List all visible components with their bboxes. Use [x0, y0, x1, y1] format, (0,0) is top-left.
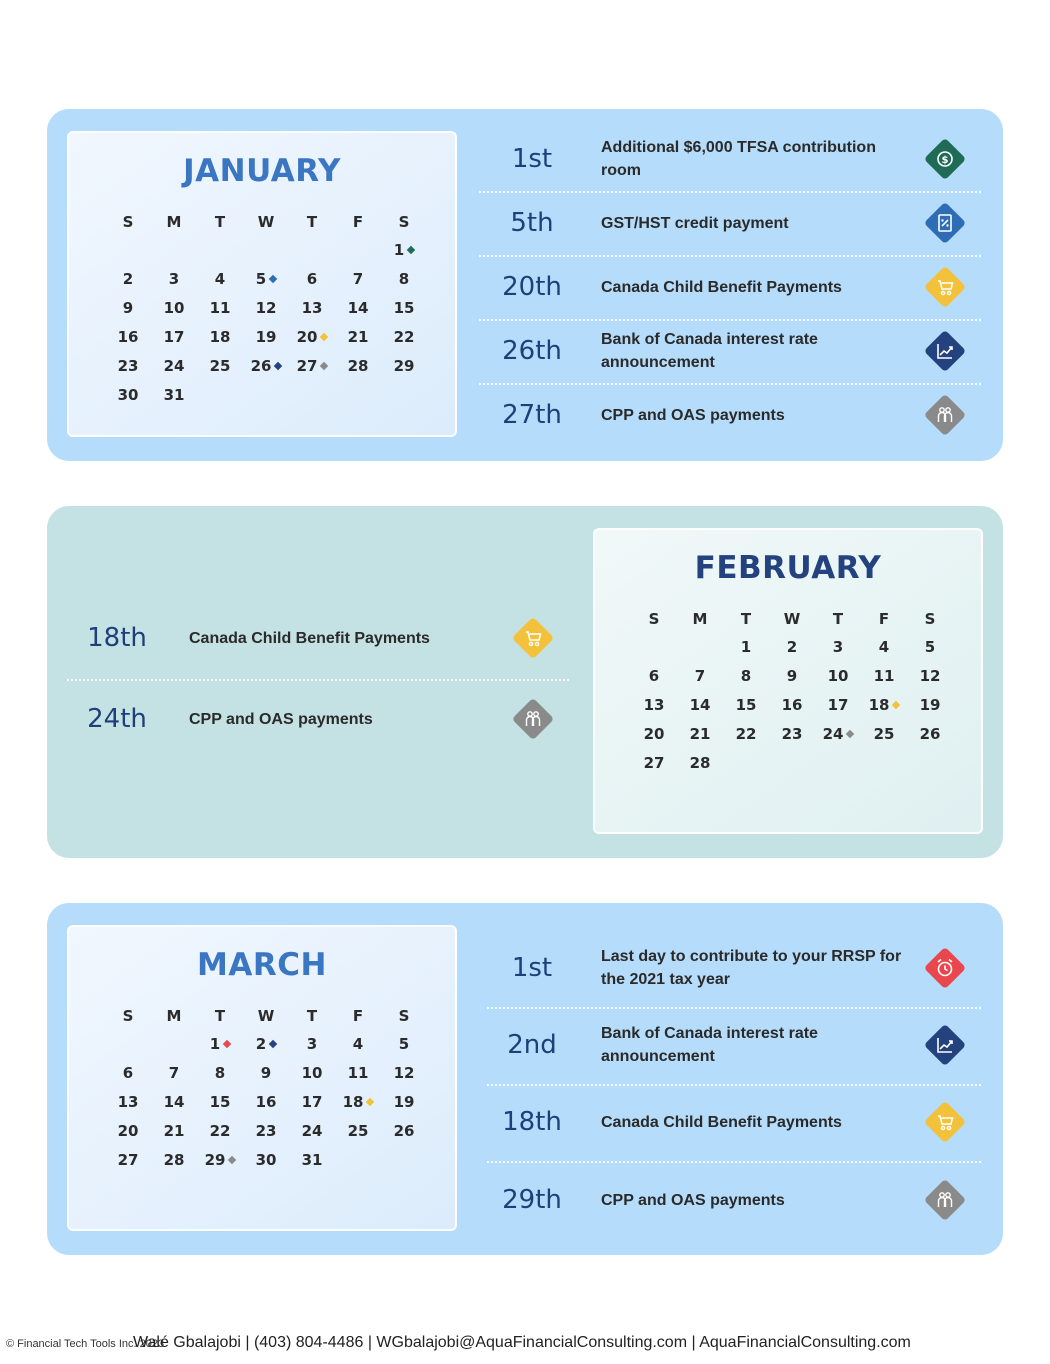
day-number: 20 — [296, 328, 318, 346]
calendar-week-row — [631, 754, 951, 783]
calendar-day: 23 — [117, 357, 139, 375]
calendar-day: 4 — [878, 638, 890, 656]
event-date: 20th — [502, 272, 562, 302]
calendar-day: 21 — [163, 1122, 185, 1140]
weekday-header: M — [692, 610, 708, 628]
calendar-day: 27 — [117, 1151, 139, 1169]
calendar-day: 17 — [827, 696, 849, 714]
event-item — [47, 1168, 1003, 1232]
event-date: 24th — [87, 704, 147, 734]
event-description: Bank of Canada interest rate announcement — [601, 1025, 818, 1065]
event-description: Canada Child Benefit Payments — [601, 278, 842, 296]
event-divider — [487, 1084, 981, 1086]
weekday-header: M — [166, 213, 182, 231]
event-date: 1st — [511, 953, 553, 983]
february-calendar — [593, 528, 983, 834]
calendar-day: 11 — [873, 667, 895, 685]
weekday-header: S — [398, 213, 410, 231]
calendar-day: 11 — [347, 1064, 369, 1082]
calendar-day: 6 — [122, 1064, 134, 1082]
event-marker-icon — [228, 1156, 236, 1164]
stroller-icon — [512, 617, 554, 659]
stroller-icon — [924, 1101, 966, 1143]
elderly-couple-icon — [924, 394, 966, 436]
calendar-day: 28 — [689, 754, 711, 772]
calendar-day: 5 — [398, 1035, 410, 1053]
calendar-day: 29 — [393, 357, 415, 375]
calendar-day: 26 — [393, 1122, 415, 1140]
calendar-day: 30 — [117, 386, 139, 404]
day-number: 1 — [209, 1035, 221, 1053]
elderly-couple-icon — [512, 698, 554, 740]
calendar-day: 15 — [393, 299, 415, 317]
calendar-day: 31 — [163, 386, 185, 404]
footer — [0, 1332, 1050, 1356]
calendar-day: 8 — [214, 1064, 226, 1082]
calendar-day: 26 — [919, 725, 941, 743]
calendar-day: 30 — [255, 1151, 277, 1169]
calendar-day: 3 — [306, 1035, 318, 1053]
weekday-header: W — [257, 1007, 275, 1025]
calendar-day: 12 — [255, 299, 277, 317]
calendar-day: 7 — [352, 270, 364, 288]
event-item — [47, 687, 1003, 751]
calendar-day: 6 — [306, 270, 318, 288]
calendar-day: 3 — [832, 638, 844, 656]
event-item — [47, 319, 1003, 383]
calendar-day: 28 — [347, 357, 369, 375]
calendar-day: 10 — [163, 299, 185, 317]
calendar-day: 6 — [648, 667, 660, 685]
calendar-day: 14 — [689, 696, 711, 714]
calendar-day: 17 — [163, 328, 185, 346]
january-panel — [47, 109, 1003, 461]
day-number: 5 — [255, 270, 267, 288]
calendar-day: 5 — [924, 638, 936, 656]
event-divider — [487, 1007, 981, 1009]
calendar-day: 13 — [117, 1093, 139, 1111]
day-number: 27 — [296, 357, 318, 375]
calendar-day: 19 — [393, 1093, 415, 1111]
weekday-header: T — [214, 213, 226, 231]
calendar-day: 8 — [740, 667, 752, 685]
alarm-clock-icon — [924, 947, 966, 989]
calendar-day: 14 — [163, 1093, 185, 1111]
calendar-day: 21 — [347, 328, 369, 346]
calendar-day: 24 — [163, 357, 185, 375]
event-item — [47, 383, 1003, 447]
calendar-day: 31 — [301, 1151, 323, 1169]
month-title: MARCH — [197, 947, 327, 983]
calendar-day: 22 — [735, 725, 757, 743]
event-date: 18th — [87, 623, 147, 653]
calendar-day: 7 — [694, 667, 706, 685]
month-title: JANUARY — [183, 153, 341, 189]
event-divider — [67, 679, 569, 681]
calendar-day: 17 — [301, 1093, 323, 1111]
event-item — [47, 606, 1003, 670]
event-item — [47, 127, 1003, 191]
calendar-day: 25 — [873, 725, 895, 743]
event-item — [47, 1013, 1003, 1077]
stroller-icon — [924, 266, 966, 308]
trend-chart-icon — [924, 330, 966, 372]
calendar-day: 22 — [393, 328, 415, 346]
event-date: 2nd — [507, 1030, 557, 1060]
calendar-day: 23 — [255, 1122, 277, 1140]
calendar-day: 2 — [786, 638, 798, 656]
event-description: Bank of Canada interest rate announcement — [601, 331, 818, 371]
weekday-header: S — [122, 1007, 134, 1025]
calendar-day: 20 — [643, 725, 665, 743]
piggy-bank-icon — [924, 138, 966, 180]
weekday-header: T — [306, 1007, 318, 1025]
copyright-text: © Financial Tech Tools Inc. 2023 — [6, 1338, 165, 1350]
calendar-day: 25 — [209, 357, 231, 375]
weekday-header: S — [122, 213, 134, 231]
weekday-header: T — [832, 610, 844, 628]
event-description: GST/HST credit payment — [601, 214, 789, 232]
event-date: 26th — [502, 336, 562, 366]
calendar-day: 13 — [301, 299, 323, 317]
month-title: FEBRUARY — [694, 550, 882, 586]
calendar-day: 7 — [168, 1064, 180, 1082]
calendar-day: 10 — [827, 667, 849, 685]
event-item — [47, 255, 1003, 319]
event-description: Last day to contribute to your RRSP for the 2021 tax year — [601, 948, 902, 988]
weekday-header: S — [924, 610, 936, 628]
february-panel — [47, 506, 1003, 858]
calendar-day: 11 — [209, 299, 231, 317]
event-date: 1st — [511, 144, 553, 174]
calendar-day: 4 — [352, 1035, 364, 1053]
calendar-day: 9 — [122, 299, 134, 317]
day-number: 2 — [255, 1035, 267, 1053]
day-number: 26 — [250, 357, 272, 375]
march-panel — [47, 903, 1003, 1255]
calendar-day: 1 — [740, 638, 752, 656]
calendar-day: 8 — [398, 270, 410, 288]
day-number: 18 — [868, 696, 890, 714]
weekday-header: T — [740, 610, 752, 628]
elderly-couple-icon — [924, 1179, 966, 1221]
calendar-day: 16 — [255, 1093, 277, 1111]
weekday-header: T — [214, 1007, 226, 1025]
calendar-day: 19 — [255, 328, 277, 346]
event-divider — [487, 1161, 981, 1163]
event-date: 27th — [502, 400, 562, 430]
weekday-header: W — [257, 213, 275, 231]
calendar-day: 9 — [260, 1064, 272, 1082]
calendar-day: 14 — [347, 299, 369, 317]
event-item — [47, 936, 1003, 1000]
calendar-day: 9 — [786, 667, 798, 685]
weekday-header: W — [783, 610, 801, 628]
day-number: 29 — [204, 1151, 226, 1169]
event-description: Canada Child Benefit Payments — [601, 1113, 842, 1131]
calendar-day: 4 — [214, 270, 226, 288]
calendar-day: 27 — [643, 754, 665, 772]
calendar-day: 3 — [168, 270, 180, 288]
calendar-day: 16 — [781, 696, 803, 714]
calendar-day: 12 — [393, 1064, 415, 1082]
event-item — [47, 1090, 1003, 1154]
day-number: 24 — [822, 725, 844, 743]
event-item — [47, 191, 1003, 255]
trend-chart-icon — [924, 1024, 966, 1066]
event-description: Additional $6,000 TFSA contribution room — [601, 139, 876, 179]
event-date: 5th — [510, 208, 554, 238]
event-description: CPP and OAS payments — [601, 1191, 785, 1209]
calendar-day: 21 — [689, 725, 711, 743]
weekday-header: S — [648, 610, 660, 628]
calendar-day: 16 — [117, 328, 139, 346]
calendar-day: 10 — [301, 1064, 323, 1082]
weekday-header: T — [306, 213, 318, 231]
weekday-header: S — [398, 1007, 410, 1025]
weekday-header: F — [352, 1007, 364, 1025]
calendar-day: 18 — [209, 328, 231, 346]
calendar-day: 13 — [643, 696, 665, 714]
calendar-day: 23 — [781, 725, 803, 743]
calendar-day: 12 — [919, 667, 941, 685]
calendar-day: 15 — [209, 1093, 231, 1111]
event-description: Canada Child Benefit Payments — [189, 629, 430, 647]
event-description: CPP and OAS payments — [189, 710, 373, 728]
calendar-day: 24 — [301, 1122, 323, 1140]
event-date: 18th — [502, 1107, 562, 1137]
calendar-day: 19 — [919, 696, 941, 714]
weekday-header: F — [352, 213, 364, 231]
calendar-day: 2 — [122, 270, 134, 288]
weekday-header: F — [878, 610, 890, 628]
receipt-percent-icon — [924, 202, 966, 244]
day-number: 18 — [342, 1093, 364, 1111]
day-number: 1 — [393, 241, 405, 259]
calendar-day: 25 — [347, 1122, 369, 1140]
event-description: CPP and OAS payments — [601, 406, 785, 424]
weekday-header: M — [166, 1007, 182, 1025]
svg-text:$: $ — [941, 155, 949, 166]
calendar-day: 28 — [163, 1151, 185, 1169]
calendar-day: 20 — [117, 1122, 139, 1140]
calendar-day: 22 — [209, 1122, 231, 1140]
calendar-day: 15 — [735, 696, 757, 714]
event-date: 29th — [502, 1185, 562, 1215]
contact-info: Walé Gbalajobi | (403) 804-4486 | WGbalajobi@AquaFinancialConsulting.com | AquaFinancialConsulting.com — [133, 1334, 911, 1351]
